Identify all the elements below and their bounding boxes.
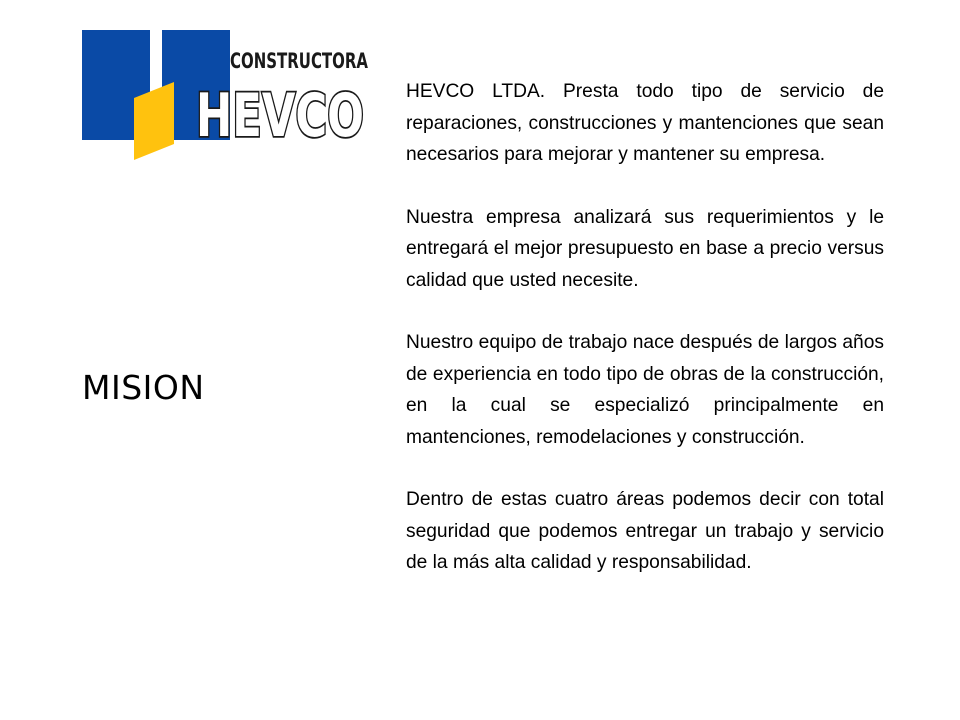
mission-text [406,76,884,579]
section-title-mision: MISION [82,368,205,407]
paragraph-requirements: Nuestra empresa analizará sus requerimientos y le entregará el mejor presupuesto en base a precio versus calidad que usted necesite. [406,206,884,291]
paragraph-quality: Dentro de estas cuatro áreas podemos decir con total seguridad que podemos entregar un trabajo y servicio de la más alta calidad y responsabilidad. [406,489,884,573]
logo-graphic [82,30,372,162]
paragraph-team: Nuestro equipo de trabajo nace después de largos años de experiencia en todo tipo de obras de la construcción, en la cual se especializó principalmente en mantenciones, remodelaciones y construcción. [406,332,884,448]
paragraph-intro: HEVCO LTDA. Presta todo tipo de servicio de reparaciones, construcciones y mantenciones que sean necesarios para mejorar y mantener su empresa. [406,81,884,165]
logo-brand: HEVCO [196,81,364,151]
company-logo [82,30,372,162]
logo-label: CONSTRUCTORA [230,49,369,73]
